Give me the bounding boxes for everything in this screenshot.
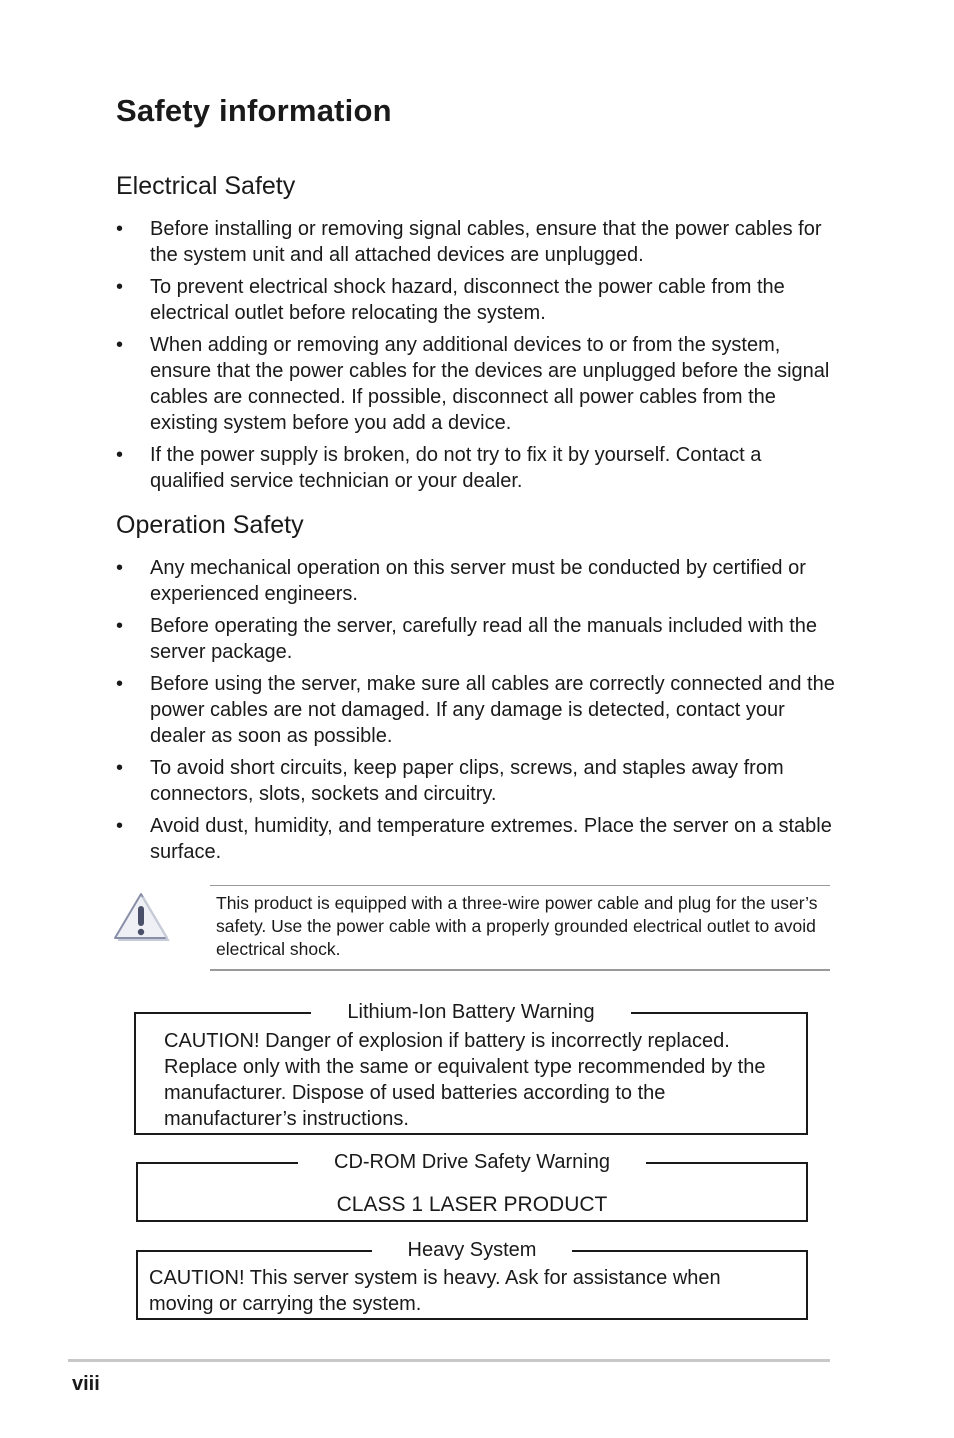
electrical-safety-heading: Electrical Safety	[116, 172, 296, 200]
operation-safety-list	[116, 555, 836, 871]
list-item: • Before operating the server, carefully read all the manuals included with the server package.	[116, 613, 836, 665]
cdrom-warning-title: CD-ROM Drive Safety Warning	[298, 1151, 646, 1173]
list-item: • To prevent electrical shock hazard, disconnect the power cable from the electrical outlet before relocating the system.	[116, 274, 836, 326]
battery-warning-text: CAUTION! Danger of explosion if battery is incorrectly replaced. Replace only with the same or equivalent type recommended by the manufacturer. Dispose of used batteries according to the manufacturer’s instructions.	[164, 1030, 766, 1130]
footer-rule	[68, 1359, 830, 1362]
list-item: • To avoid short circuits, keep paper clips, screws, and staples away from connectors, slots, sockets and circuitry.	[116, 755, 836, 807]
heavy-system-box	[136, 1239, 808, 1320]
page-number: viii	[72, 1373, 100, 1395]
operation-safety-heading: Operation Safety	[116, 511, 304, 539]
battery-warning-title: Lithium-Ion Battery Warning	[311, 1001, 630, 1023]
page-title: Safety information	[116, 93, 392, 128]
list-item: • When adding or removing any additional devices to or from the system, ensure that the power cables for the devices are unplugged before the signal cables are connected. If possible, disconnect all power cables from the existing system before you add a device.	[116, 332, 836, 436]
safety-note-text: This product is equipped with a three-wire power cable and plug for the user’s safety. Use the power cable with a properly grounded electrical outlet to avoid electrical shock.	[216, 893, 818, 959]
heavy-system-text: CAUTION! This server system is heavy. Ask for assistance when moving or carrying the system.	[149, 1267, 721, 1315]
cdrom-warning-text: CLASS 1 LASER PRODUCT	[336, 1193, 608, 1216]
heavy-system-title: Heavy System	[372, 1239, 573, 1261]
battery-warning-box	[134, 1001, 808, 1135]
cdrom-warning-box	[136, 1151, 808, 1222]
electrical-safety-list	[116, 216, 836, 500]
safety-note	[210, 885, 830, 971]
list-item: • Before using the server, make sure all cables are correctly connected and the power cables are not damaged. If any damage is detected, contact your dealer as soon as possible.	[116, 671, 836, 749]
list-item: • Before installing or removing signal cables, ensure that the power cables for the system unit and all attached devices are unplugged.	[116, 216, 836, 268]
warning-icon	[112, 891, 170, 943]
list-item: • If the power supply is broken, do not try to fix it by yourself. Contact a qualified service technician or your dealer.	[116, 442, 836, 494]
list-item: • Any mechanical operation on this server must be conducted by certified or experienced engineers.	[116, 555, 836, 607]
list-item: • Avoid dust, humidity, and temperature extremes. Place the server on a stable surface.	[116, 813, 836, 865]
